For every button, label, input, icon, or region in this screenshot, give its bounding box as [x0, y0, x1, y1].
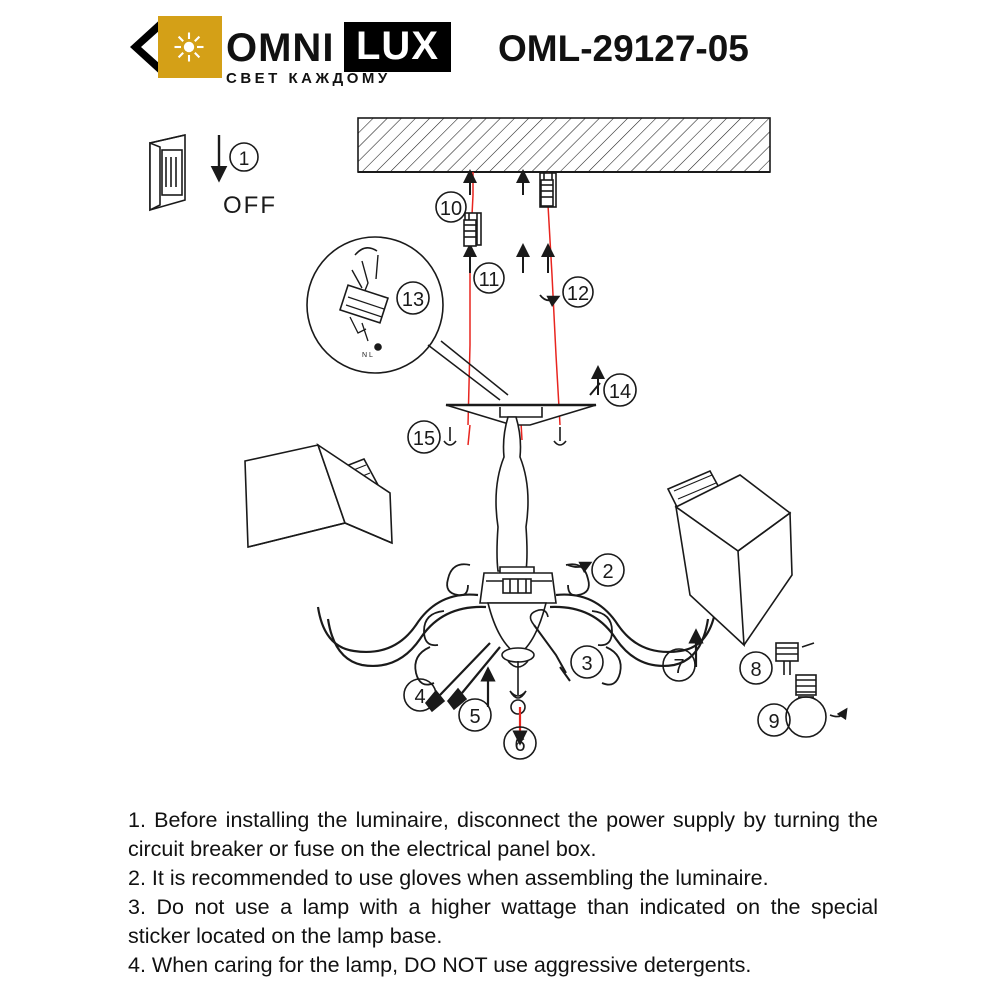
svg-text:3: 3 [581, 653, 593, 675]
svg-text:2: 2 [602, 561, 614, 583]
central-column [496, 417, 534, 581]
svg-text:7: 7 [673, 656, 685, 678]
terminal-block-detail [307, 237, 508, 400]
left-arm [245, 445, 486, 685]
svg-text:OFF: OFF [223, 192, 277, 219]
logo-tagline: СВЕТ КАЖДОМУ [226, 70, 391, 87]
instruction-item-4: 4. When caring for the lamp, DO NOT use aggressive detergents. [128, 953, 752, 977]
svg-text:14: 14 [608, 381, 632, 403]
logo-omni-text: OMNI [226, 26, 335, 70]
svg-text:9: 9 [768, 711, 780, 733]
lamp-socket-part [776, 643, 814, 675]
svg-text:11: 11 [478, 269, 500, 291]
svg-text:8: 8 [750, 659, 762, 681]
assembly-diagram [0, 95, 1000, 795]
sun-icon [174, 32, 204, 62]
svg-text:N L: N L [362, 352, 373, 359]
svg-text:15: 15 [412, 428, 436, 450]
svg-text:10: 10 [439, 198, 463, 220]
svg-text:1: 1 [238, 149, 250, 170]
ceiling [358, 118, 770, 172]
svg-text:12: 12 [566, 283, 590, 305]
instruction-item-2: 2. It is recommended to use gloves when assembling the luminaire. [128, 866, 769, 890]
instructions-list [128, 806, 878, 980]
bulb-icon [786, 675, 826, 737]
lamp-hub [480, 573, 556, 714]
breaker-icon [150, 135, 185, 210]
svg-text:13: 13 [401, 289, 425, 311]
instruction-item-3: 3. Do not use a lamp with a higher wattage than indicated on the special sticker located on the lamp base. [128, 895, 878, 948]
svg-text:5: 5 [469, 706, 481, 728]
logo-lux-text: LUX [344, 22, 451, 72]
svg-text:4: 4 [414, 686, 426, 708]
header [130, 12, 870, 92]
model-code: OML-29127-05 [498, 28, 749, 69]
svg-text:6: 6 [514, 734, 526, 756]
instruction-item-1: 1. Before installing the luminaire, disconnect the power supply by turning the circuit breaker or fuse on the electrical panel box. [128, 808, 878, 861]
brand-logo [130, 12, 470, 90]
